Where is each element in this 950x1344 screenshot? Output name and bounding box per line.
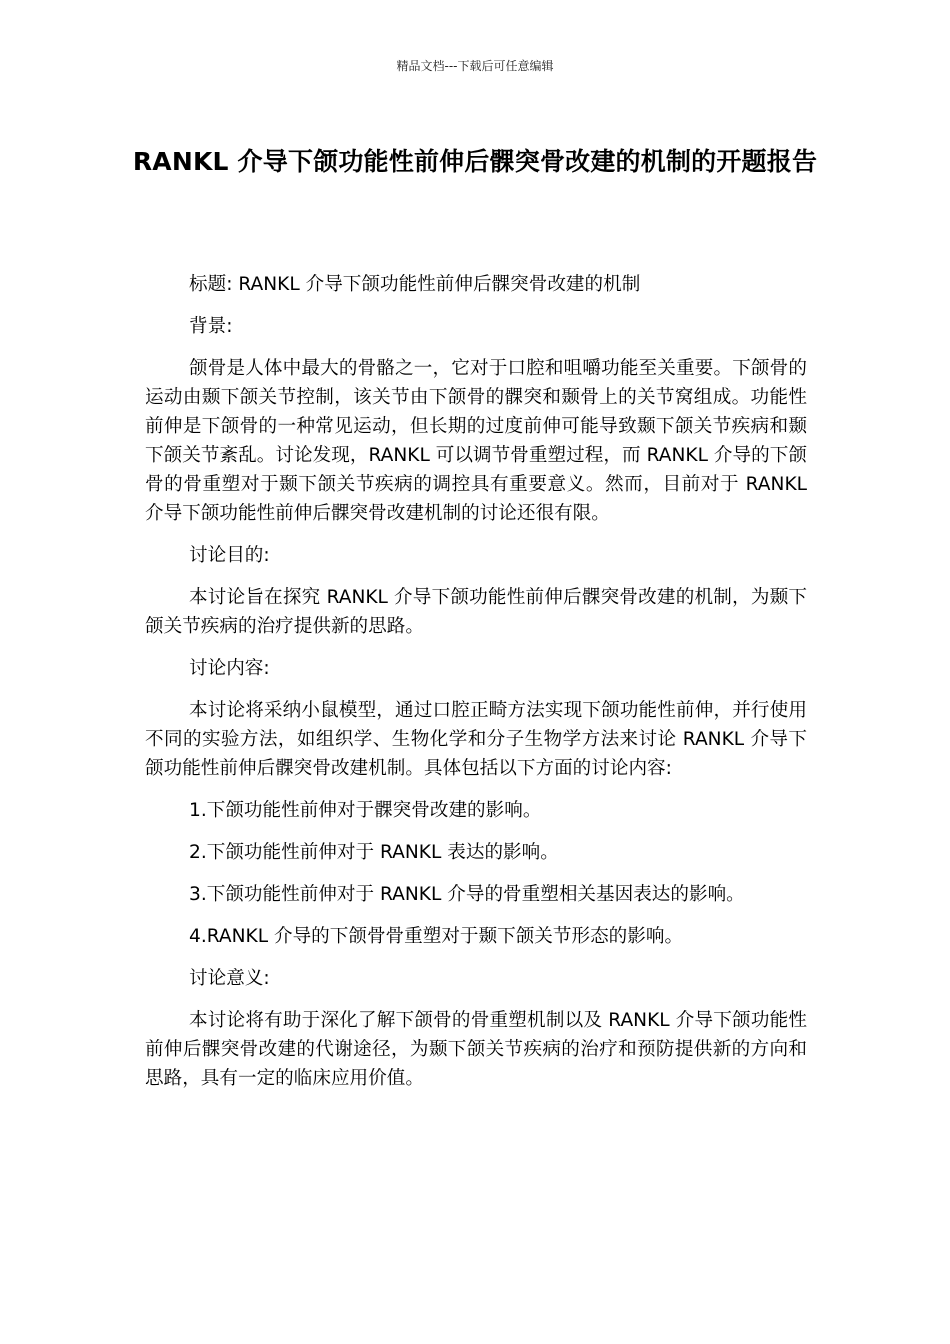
content-paragraph: 本讨论将采纳小鼠模型，通过口腔正畸方法实现下颌功能性前伸，并行使用不同的实验方法，如组织学、生物化学和分子生物学方法来讨论 RANKL 介导下颌功能性前伸后髁突骨改建机制。具体包括以下方面的讨论内容: (145, 700, 807, 779)
title-line: 标题: RANKL 介导下颌功能性前伸后髁突骨改建的机制 (189, 274, 641, 295)
purpose-heading: 讨论目的: (189, 545, 270, 566)
significance-paragraph: 本讨论将有助于深化了解下颌骨的骨重塑机制以及 RANKL 介导下颌功能性前伸后髁突骨改建的代谢途径，为颞下颌关节疾病的治疗和预防提供新的方向和思路，具有一定的临床应用价值。 (145, 1010, 807, 1089)
list-item: 3.下颌功能性前伸对于 RANKL 介导的骨重塑相关基因表达的影响。 (189, 884, 745, 905)
list-item: 2.下颌功能性前伸对于 RANKL 表达的影响。 (189, 842, 559, 863)
background-paragraph: 颌骨是人体中最大的骨骼之一，它对于口腔和咀嚼功能至关重要。下颌骨的运动由颞下颌关节控制，该关节由下颌骨的髁突和颞骨上的关节窝组成。功能性前伸是下颌骨的一种常见运动，但长期的过度前伸可能导致颞下颌关节疾病和颞下颌关节紊乱。讨论发现，RANKL 可以调节骨重塑过程，而 RANKL 介导的下颌骨的骨重塑对于颞下颌关节疾病的调控具有重要意义。然而，目前对于 RANKL 介导下颌功能性前伸后髁突骨改建机制的讨论还很有限。 (145, 358, 807, 524)
document-body (145, 270, 807, 1106)
background-heading: 背景: (189, 316, 233, 337)
significance-heading: 讨论意义: (189, 968, 270, 989)
list-item: 1.下颌功能性前伸对于髁突骨改建的影响。 (189, 800, 542, 821)
list-item: 4.RANKL 介导的下颌骨骨重塑对于颞下颌关节形态的影响。 (189, 926, 684, 947)
page-header: 精品文档---下载后可任意编辑 (396, 59, 554, 73)
content-heading: 讨论内容: (189, 658, 270, 679)
purpose-paragraph: 本讨论旨在探究 RANKL 介导下颌功能性前伸后髁突骨改建的机制，为颞下颌关节疾病的治疗提供新的思路。 (145, 587, 807, 637)
document-title: RANKL 介导下颌功能性前伸后髁突骨改建的机制的开题报告 (132, 147, 818, 176)
